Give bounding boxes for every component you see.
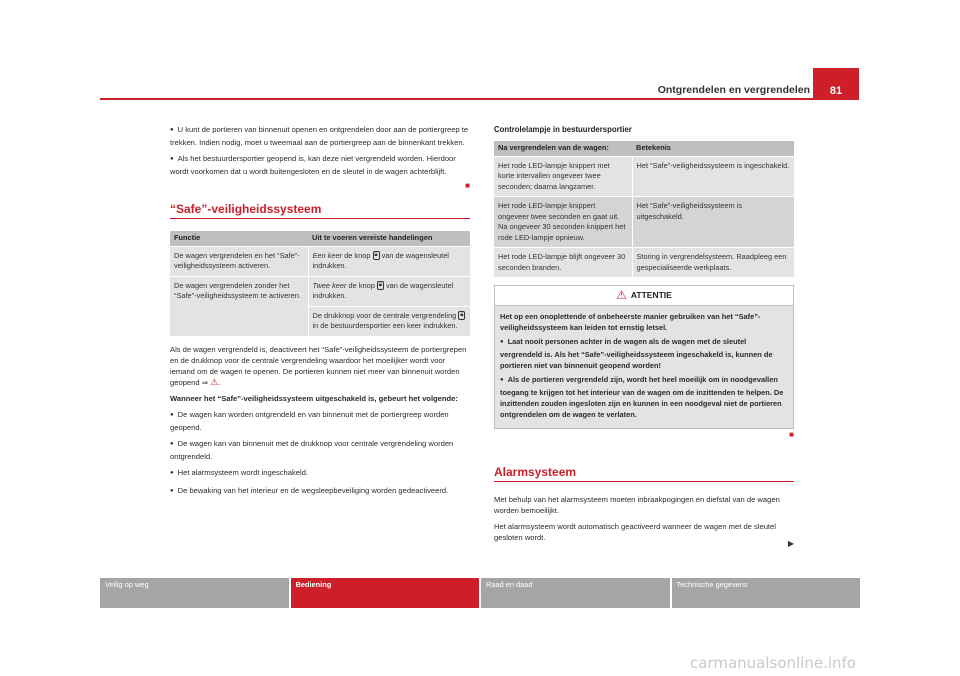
text-fragment: de knop [346,280,377,290]
text-fragment: van de wagensleutel indrukken. [312,280,454,300]
table-cell: Het “Safe”-veiligheidssysteem is uitgeschakeld. [632,197,794,248]
footer-tab-technische-gegevens[interactable]: Technische gegevens [672,578,861,608]
warning-box [494,285,794,429]
footer-nav [100,578,860,608]
table-row [494,197,794,248]
table-cell-handeling [308,246,470,276]
warning-body [495,306,793,428]
table-subrow [309,306,471,332]
table-row [170,246,470,276]
right-column [494,124,794,549]
table-cell: Het rode LED-lampje knippert met korte intervallen ongeveer twee seconden; daarna langzamer. [494,156,632,197]
text-fragment: van de wagensleutel indrukken. [312,250,449,270]
watermark: carmanualsonline.info [690,654,856,672]
control-lamp-title: Controlelampje in bestuurdersportier [494,125,632,134]
end-of-section-icon: ■ [789,430,794,440]
section-title-alarm: Alarmsysteem [494,467,794,482]
text-fragment: de knop [342,250,373,260]
table-row [170,276,470,336]
footer-tab-veilig-op-weg[interactable]: Veilig op weg [100,578,289,608]
warning-bullet: ● Als de portieren vergrendeld zijn, wordt het heel moeilijk om in noodgevallen toegang te krijgen tot het interieur van de wagen om de inzittenden te helpen. De inzittenden zouden ingesloten zijn en kunnen in een noodgeval niet de portieren ontgrendelen om de wagen te verlaten. [500,374,788,420]
table-cell-functie: De wagen vergrendelen zonder het “Safe”-veiligheidssysteem te activeren. [170,276,308,336]
page-number: 81 [813,68,859,100]
footer-tab-raad-en-daad[interactable]: Raad en daad [481,578,670,608]
emphasis-once: Een keer [312,250,343,260]
end-of-section-icon: ■ [465,181,470,190]
continued-arrow-icon: ▶ [787,539,794,549]
warning-intro: Het op een onoplettende of onbeheerste manier gebruiken van het “Safe”-veiligheidssysteem kan leiden tot ernstig letsel. [500,312,761,333]
warning-bullet: ● Laat nooit personen achter in de wagen als de wagen met de sleutel vergrendeld is. Als het “Safe”-veiligheidssysteem ingeschakeld is, kunnen de portieren niet van binnenuit geopend worden! [500,336,788,371]
table-row [494,248,794,278]
section-title-safe: “Safe”-veiligheidssysteem [170,204,470,219]
warning-header [495,286,793,306]
text-fragment: Als de wagen vergrendeld is, deactiveert het “Safe”-veiligheidssysteem de portiergrepen en de drukknop voor de centrale vergrendeling waardoor het moeilijker wordt voor iemand om de wagen te openen. De portieren kunnen niet meer van binnenuit worden geopend ⇒ [170,344,467,387]
disabled-heading: Wanneer het “Safe”-veiligheidssysteem uitgeschakeld is, gebeurt het volgende: [170,394,458,403]
lock-key-icon: 🔒︎ [374,252,378,259]
disabled-bullet: ● De wagen kan van binnenuit met de drukknop voor centrale vergrendeling worden ontgrendeld. [170,438,470,462]
table-header-state: Na vergrendelen van de wagen: [494,141,632,156]
warning-title: ATTENTIE [630,290,672,300]
page-header-title: Ontgrendelen en vergrendelen [657,84,810,96]
lock-key-icon: 🔒︎ [378,282,382,289]
table-row [494,156,794,197]
lock-key-icon: 🔒︎ [460,312,464,319]
table-subrow [313,281,467,302]
table-cell: Het rode LED-lampje blijft ongeveer 30 seconden branden. [494,248,632,278]
disabled-bullet: ● De wagen kan worden ontgrendeld en van binnenuit met de portiergreep worden geopend. [170,409,470,433]
text-fragment: De drukknop voor de centrale vergrendeling [312,310,459,320]
table-cell: Het “Safe”-veiligheidssysteem is ingeschakeld. [632,156,794,197]
after-table-paragraph: Als de wagen vergrendeld is, deactiveert het “Safe”-veiligheidssysteem de portiergrepen en de drukknop voor de centrale vergrendeling waardoor het moeilijker wordt voor iemand om de wagen te openen. De portieren kunnen niet meer van binnenuit worden geopend ⇒ ⚠. [170,344,467,387]
table-header-handelingen: Uit te voeren vereiste handelingen [308,231,470,246]
text-fragment: in de bestuurdersportier een keer indrukken. [312,321,458,330]
header-rule [100,98,813,100]
footer-tab-bediening[interactable]: Bediening [291,578,480,608]
safe-function-table [170,231,470,336]
left-column [170,124,470,503]
intro-bullet-1: ● U kunt de portieren van binnenuit openen en ontgrendelen door aan de portiergreep te trekken. Indien nodig, moet u tweemaal aan de portiergreep aan de binnenkant trekken. [170,124,470,148]
table-cell: Storing in vergrendelsysteem. Raadpleeg een gespecialiseerde werkplaats. [632,248,794,278]
table-cell-functie: De wagen vergrendelen en het “Safe”-veiligheidssysteem activeren. [170,246,308,276]
table-cell-handeling [308,276,470,336]
control-lamp-table [494,141,794,277]
alarm-paragraph: Het alarmsysteem wordt automatisch geactiveerd wanneer de wagen met de sleutel gesloten wordt. [494,522,776,543]
warning-triangle-icon: ⚠ [210,377,219,387]
warning-triangle-icon: ⚠ [616,288,627,303]
alarm-paragraph: Met behulp van het alarmsysteem moeten inbraakpogingen en diefstal van de wagen worden bemoeilijkt. [494,495,780,516]
disabled-bullet: ● Het alarmsysteem wordt ingeschakeld. [170,467,470,480]
table-cell: Het rode LED-lampje knippert ongeveer twee seconden en gaat uit. Na ongeveer 30 seconden knippert het rode LED-lampje opnieuw. [494,197,632,248]
emphasis-twice: Twee keer [312,280,347,290]
table-header-meaning: Betekenis [632,141,794,156]
table-header-functie: Functie [170,231,308,246]
disabled-bullet: ● De bewaking van het interieur en de wegsleepbeveiliging worden gedeactiveerd. [170,485,470,498]
intro-bullet-2: ● Als het bestuurdersportier geopend is, kan deze niet vergrendeld worden. Hierdoor wordt voorkomen dat u wordt buitengesloten en de sleutel in de wagen achterblijft. [170,153,470,177]
